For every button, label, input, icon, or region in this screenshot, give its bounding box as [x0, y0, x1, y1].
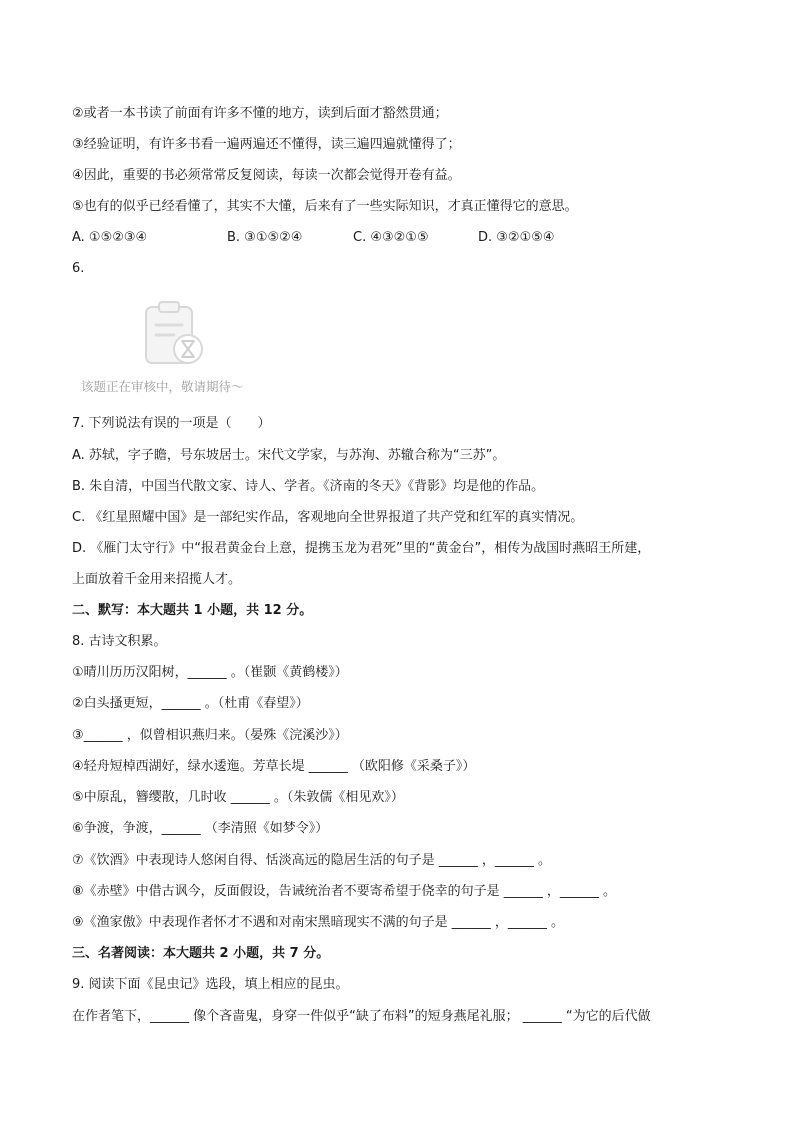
q6-number: 6.: [72, 261, 85, 276]
q8-item: ③______ ，似曾相识燕归来。（晏殊《浣溪沙》）: [72, 728, 348, 743]
q7-option-d-continued: 上面放着千金用来招揽人才。: [72, 572, 242, 587]
pending-review-text: 该题正在审核中，敬请期待～: [81, 379, 244, 394]
q5-item-5: ⑤也有的似乎已经看懂了，其实不大懂，后来有了一些实际知识，才真正懂得它的意思。: [72, 199, 578, 214]
q8-item: ①晴川历历汉阳树，______ 。（崔颢《黄鹤楼》）: [72, 665, 348, 680]
q7-stem: 7. 下列说法有误的一项是（ ）: [72, 416, 271, 431]
q5-options: [72, 229, 712, 247]
q8-item: ⑦《饮酒》中表现诗人悠闲自得、恬淡高远的隐居生活的句子是 ______ ，______ 。: [72, 853, 552, 868]
q5-option-a: A. ①⑤②③④: [72, 230, 148, 245]
q7-option-d: D. 《雁门太守行》中“报君黄金台上意，提携玉龙为君死”里的“黄金台”，相传为战国时燕昭王所建，: [72, 541, 651, 556]
q8-item: ⑥争渡，争渡，______ （李清照《如梦令》）: [72, 821, 329, 836]
q8-item: ⑤中原乱，簪缨散，几时收 ______ 。（朱敦儒《相见欢》）: [72, 790, 404, 805]
pending-review-placeholder: [78, 295, 278, 395]
q7-option-b: B. 朱自清，中国当代散文家、诗人、学者。《济南的冬天》《背影》均是他的作品。: [72, 479, 545, 494]
q9-text: 在作者笔下，______ 像个吝啬鬼，身穿一件似乎“缺了布料”的短身燕尾礼服； ______ “为它的后代做: [72, 1009, 651, 1024]
q7-option-c: C. 《红星照耀中国》是一部纪实作品，客观地向全世界报道了共产党和红军的真实情况。: [72, 510, 584, 525]
q8-item: ④轻舟短棹西湖好，绿水逶迤。芳草长堤 ______ （欧阳修《采桑子》）: [72, 759, 476, 774]
q8-stem: 8. 古诗文积累。: [72, 634, 167, 649]
q8-item: ⑨《渔家傲》中表现作者怀才不遇和对南宋黑暗现实不满的句子是 ______ ，______ 。: [72, 915, 565, 930]
q7-option-a: A. 苏轼，字子瞻，号东坡居士。宋代文学家，与苏洵、苏辙合称为“三苏”。: [72, 448, 506, 463]
q5-item-3: ③经验证明，有许多书看一遍两遍还不懂得，读三遍四遍就懂得了；: [72, 137, 461, 152]
q8-item: ⑧《赤壁》中借古讽今，反面假设，告诫统治者不要寄希望于侥幸的句子是 ______ ，______ 。: [72, 884, 617, 899]
q5-option-d: D. ③②①⑤④: [478, 230, 555, 245]
clipboard-hourglass-icon: [140, 299, 210, 369]
q5-option-c: C. ④③②①⑤: [353, 230, 429, 245]
q5-item-4: ④因此，重要的书必须常常反复阅读，每读一次都会觉得开卷有益。: [72, 168, 461, 183]
q8-item: ②白头搔更短，______ 。（杜甫《春望》）: [72, 696, 309, 711]
q5-option-b: B. ③①⑤②④: [227, 230, 303, 245]
section-3-title: 三、名著阅读：本大题共 2 小题，共 7 分。: [72, 946, 330, 961]
section-2-title: 二、默写：本大题共 1 小题，共 12 分。: [72, 603, 313, 618]
q5-item-2: ②或者一本书读了前面有许多不懂的地方，读到后面才豁然贯通；: [72, 106, 448, 121]
q9-stem: 9. 阅读下面《昆虫记》选段，填上相应的昆虫。: [72, 977, 349, 992]
